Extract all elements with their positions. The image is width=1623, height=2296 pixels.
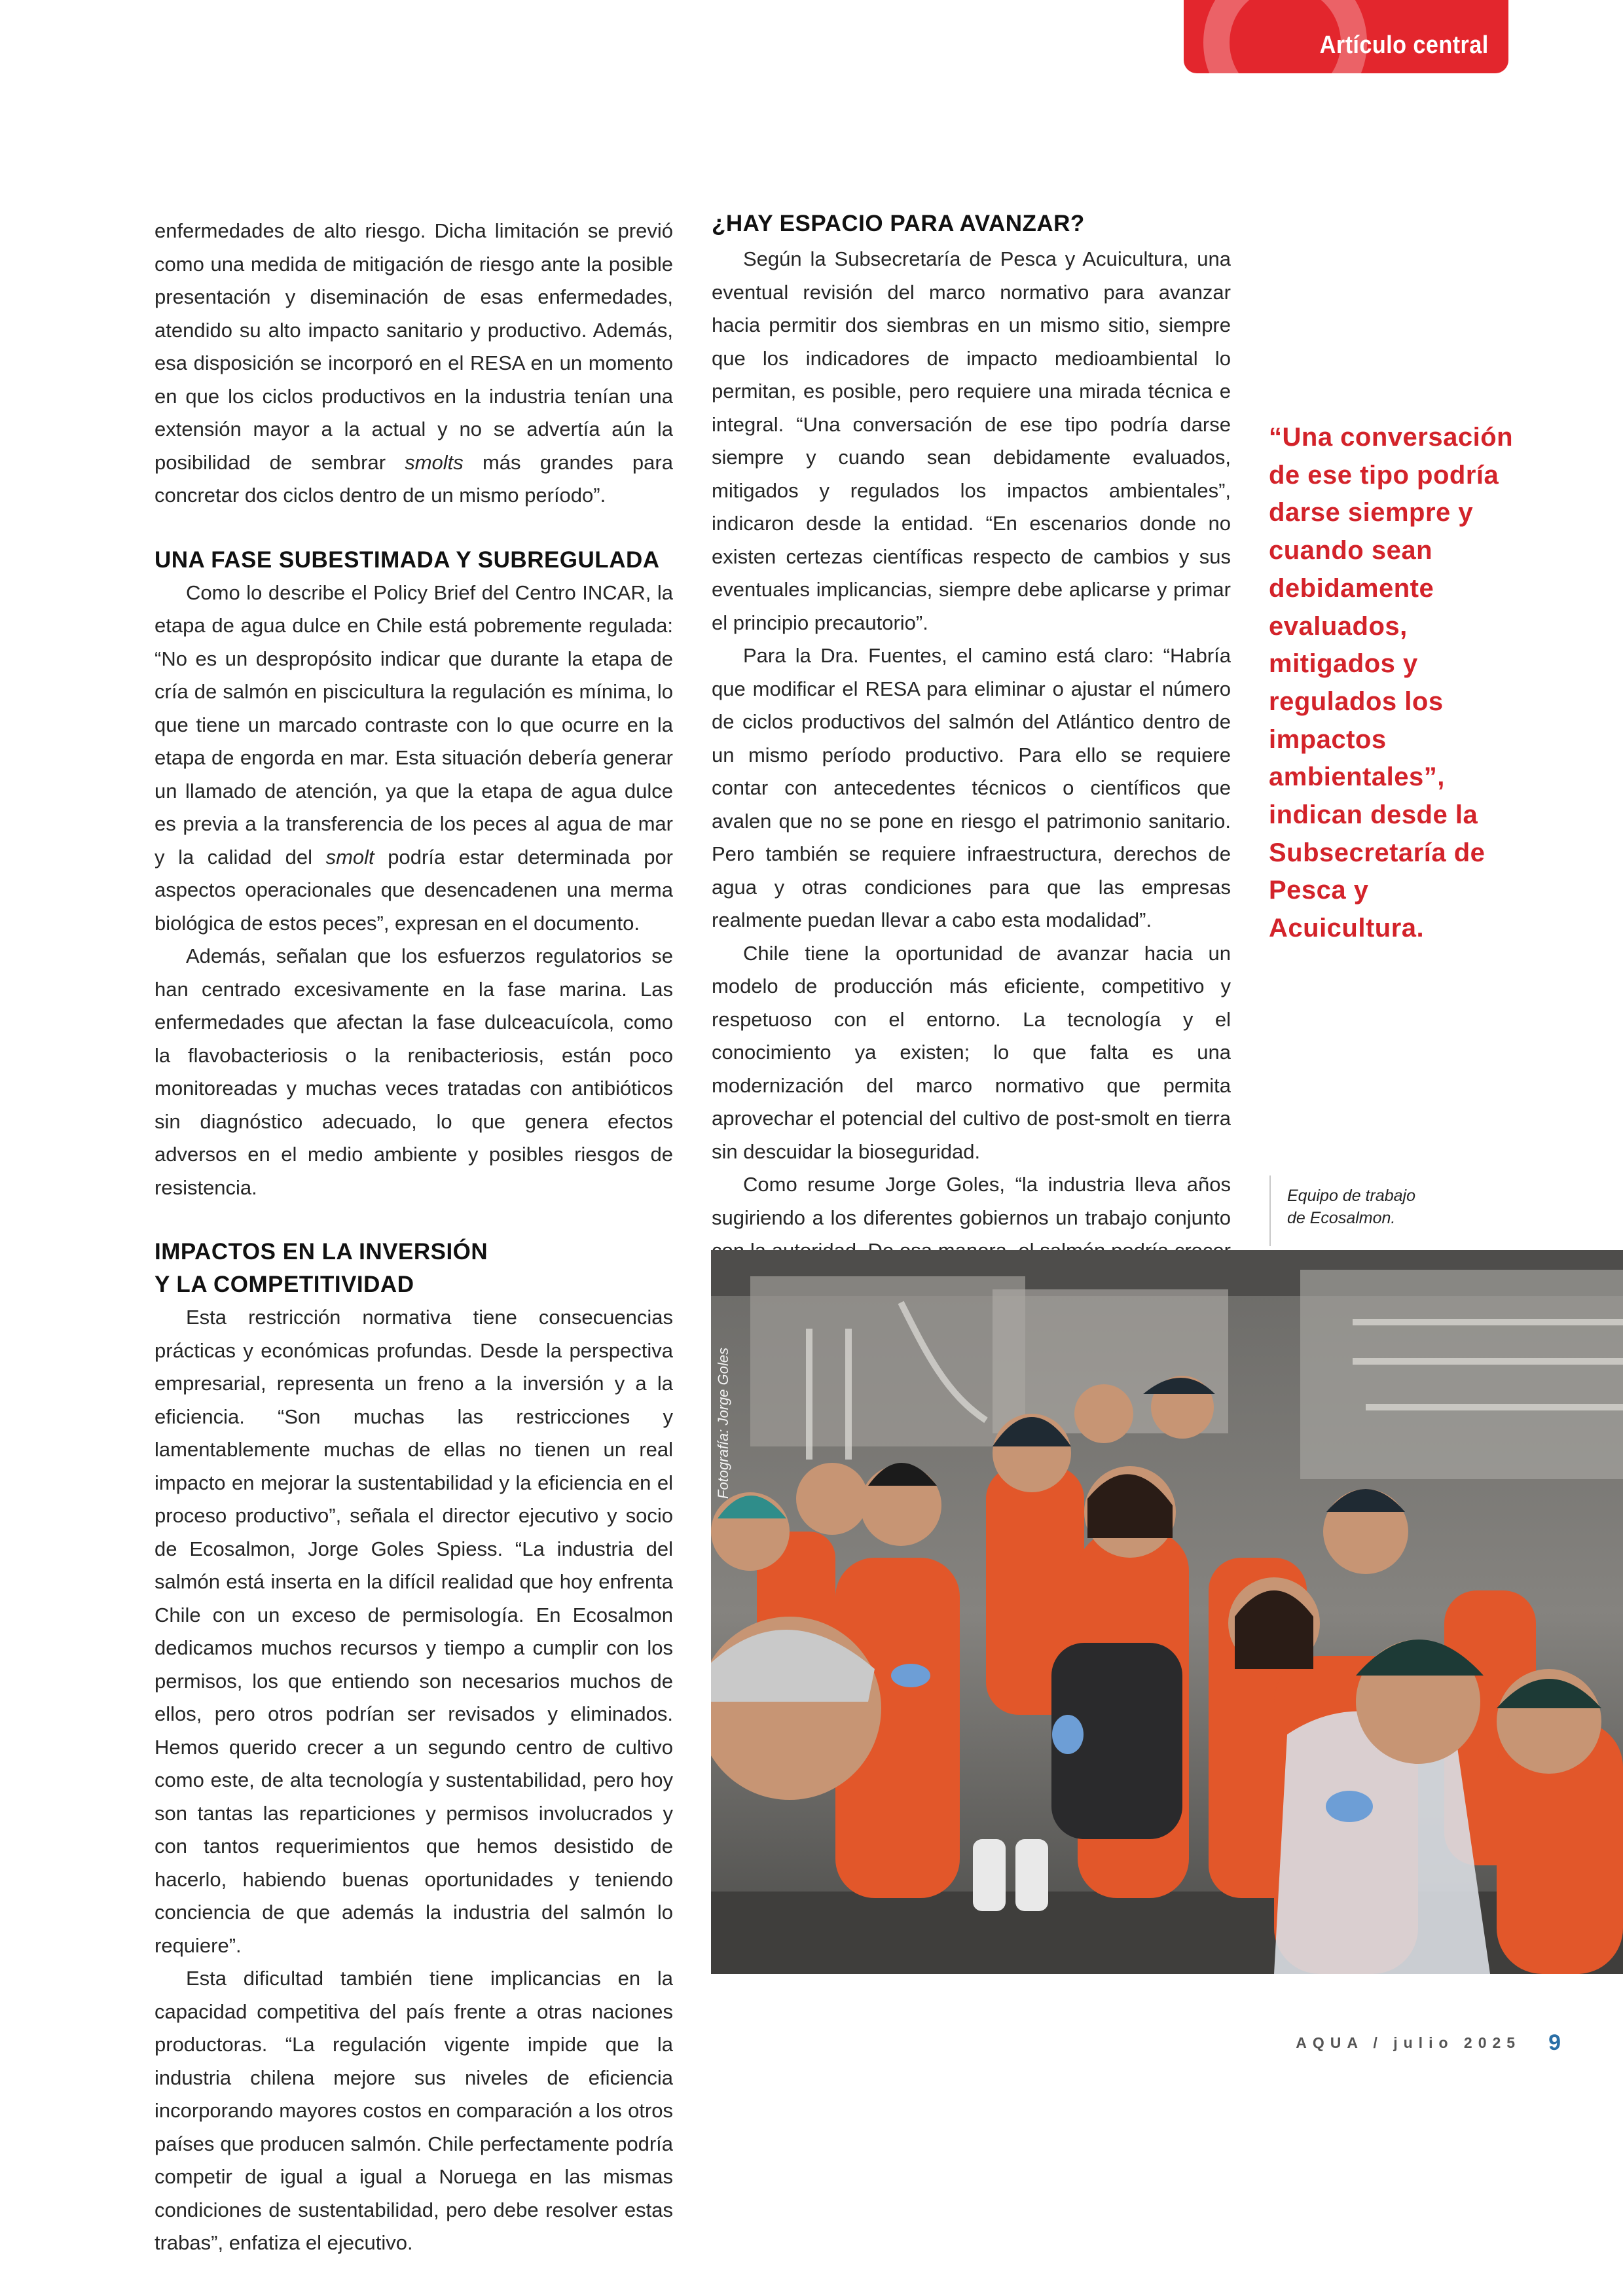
paragraph-impactos-1: Esta restricción normativa tiene consecuencias prácticas y económicas profundas. Desde la perspectiva empresarial, representa un freno a la inversión y a la eficiencia. “Son muchas las restricciones y lamentablemente muchas de ellas no tienen un real impacto en mejorar la sustentabilidad y la eficiencia en el proceso productivo”, señala el director ejecutivo y socio de Ecosalmon, Jorge Goles Spiess. “La industria del salmón está inserta en la difícil realidad que hoy enfrenta Chile con un exceso de permisología. En Ecosalmon dedicamos muchos recursos y tiempo a cumplir con los permisos, los que entiendo son necesarios muchos de ellos, pero otros podrían ser revisados y eliminados. Hemos querido crecer a un segundo centro de cultivo como este, de alta tecnología y sustentabilidad, pero hoy son tantas las reparticiones y permisos involucrados y con tantos requerimientos que hemos desistido de hacerlo, habiendo buenas oportunidades y teniendo conciencia de que además la industria del salmón lo requiere”. bbox=[155, 1306, 673, 1957]
section-label: Artículo central bbox=[1319, 31, 1489, 59]
left-column bbox=[155, 215, 673, 2260]
caption-divider bbox=[1269, 1175, 1271, 1246]
pull-quote: “Una conversación de ese tipo podría darse siempre y cuando sean debidamente evaluados, mitigados y regulados los impactos ambientales”, indican desde la Subsecretaría de Pesca y Acuicultura. bbox=[1269, 423, 1514, 943]
page-number: 9 bbox=[1548, 2030, 1561, 2055]
photo-caption: Equipo de trabajo de Ecosalmon. bbox=[1287, 1187, 1415, 1227]
heading-impactos: IMPACTOS EN LA INVERSIÓN Y LA COMPETITIVIDAD bbox=[155, 1239, 488, 1297]
paragraph-espacio-4: Como resume Jorge Goles, “la industria lleva años sugiriendo a los diferentes gobiernos un trabajo conjunto bbox=[712, 1168, 1231, 1334]
team-photo bbox=[711, 1250, 1623, 1974]
section-tab bbox=[1184, 0, 1508, 73]
page-footer bbox=[1296, 2026, 1561, 2059]
middle-column bbox=[712, 207, 1231, 1334]
heading-fase-subestimada: UNA FASE SUBESTIMADA Y SUBREGULADA bbox=[155, 547, 660, 573]
paragraph-intro: enfermedades de alto riesgo. Dicha limitación se previó como una medida de mitigación de riesgo ante la posible presentación y diseminación de esas enfermedades, atendido su alto impacto sanitario y productivo. Además, esa disposición se incorporó en el RESA en un momento en que los ciclos productivos en la industria tenían una extensión mayor a la actual y no se advertía aún la posibilidad de sembrar smolts más grandes para concretar dos ciclos dentro de un mismo período”. bbox=[155, 219, 673, 507]
photo-credit: Fotografía: Jorge Goles bbox=[715, 1347, 731, 1499]
magazine-issue: AQUA / julio 2025 bbox=[1296, 2034, 1522, 2051]
paragraph-espacio-1: Según la Subsecretaría de Pesca y Acuicultura, una eventual revisión del marco normativo para avanzar hacia permitir dos siembras en un mismo sitio, siempre que los indicadores de impacto medioambiental lo permitan, es posible, pero requiere una mirada técnica e integral. “Una conversación de ese tipo podría darse siempre y cuando sean debidamente evaluados, mitigados y regulados los impactos ambientales”, indicaron desde la entidad. “En escenarios donde no existen certezas científicas respecto de cambios y sus eventuales implicancias, siempre debe aplicarse y primar el principio precautorio”. bbox=[712, 247, 1231, 634]
paragraph-fase-2: Además, señalan que los esfuerzos regulatorios se han centrado excesivamente en la fase marina. Las enfermedades que afectan la fase dulceacuícola, como la flavobacteriosis o la renibacteriosis, están poco monitoreadas y muchas veces tratadas con antibióticos sin diagnóstico adecuado, lo que genera efectos adversos en el medio ambiente y posibles riesgos de resistencia. bbox=[155, 944, 673, 1199]
paragraph-espacio-2: Para la Dra. Fuentes, el camino está claro: “Habría que modificar el RESA para eliminar o ajustar el número de ciclos productivos del salmón del Atlántico dentro de un mismo período productivo. Para ello se requiere contar con antecedentes técnicos o científicos que avalen que no se pone en riesgo el patrimonio sanitario. Pero también se requiere infraestructura, derechos de agua y otras condiciones para que las empresas realmente puedan llevar a cabo esta modalidad”. bbox=[712, 644, 1231, 931]
paragraph-fase-1: Como lo describe el Policy Brief del Centro INCAR, la etapa de agua dulce en Chile está pobremente regulada: “No es un despropósito indicar que durante la etapa de cría de salmón en piscicultura la regulación es mínima, lo que tiene un marcado contraste con lo que ocurre en la etapa de engorda en mar. Esta situación debería generar un llamado de atención, ya que la etapa de agua dulce es previa a la transferencia de los peces al agua de mar y la calidad del smolt podría estar determinada por aspectos operacionales que desencadenen una merma biológica de estos peces”, expresan en el documento. bbox=[155, 581, 674, 935]
paragraph-espacio-3: Chile tiene la oportunidad de avanzar hacia un modelo de producción más eficiente, competitivo y respetuoso con el entorno. La tecnología y el conocimiento ya existen; lo que falta es una modernización del marco normativo que permita aprovechar el potencial del cultivo de post-smolt en tierra sin descuidar la bioseguridad. bbox=[712, 941, 1231, 1163]
heading-espacio: ¿HAY ESPACIO PARA AVANZAR? bbox=[712, 211, 1085, 236]
paragraph-impactos-2: Esta dificultad también tiene implicancias en la capacidad competitiva del país frente a otras naciones productoras. “La regulación vigente impide que la industria chilena mejore sus niveles de eficiencia incorporando mayores costos en comparación a los otros países que producen salmón. Chile perfectamente podría competir de igual a igual a Noruega en las mismas condiciones de sustentabilidad, pero debe resolver estas trabas”, enfatiza el ejecutivo. bbox=[155, 1967, 673, 2254]
